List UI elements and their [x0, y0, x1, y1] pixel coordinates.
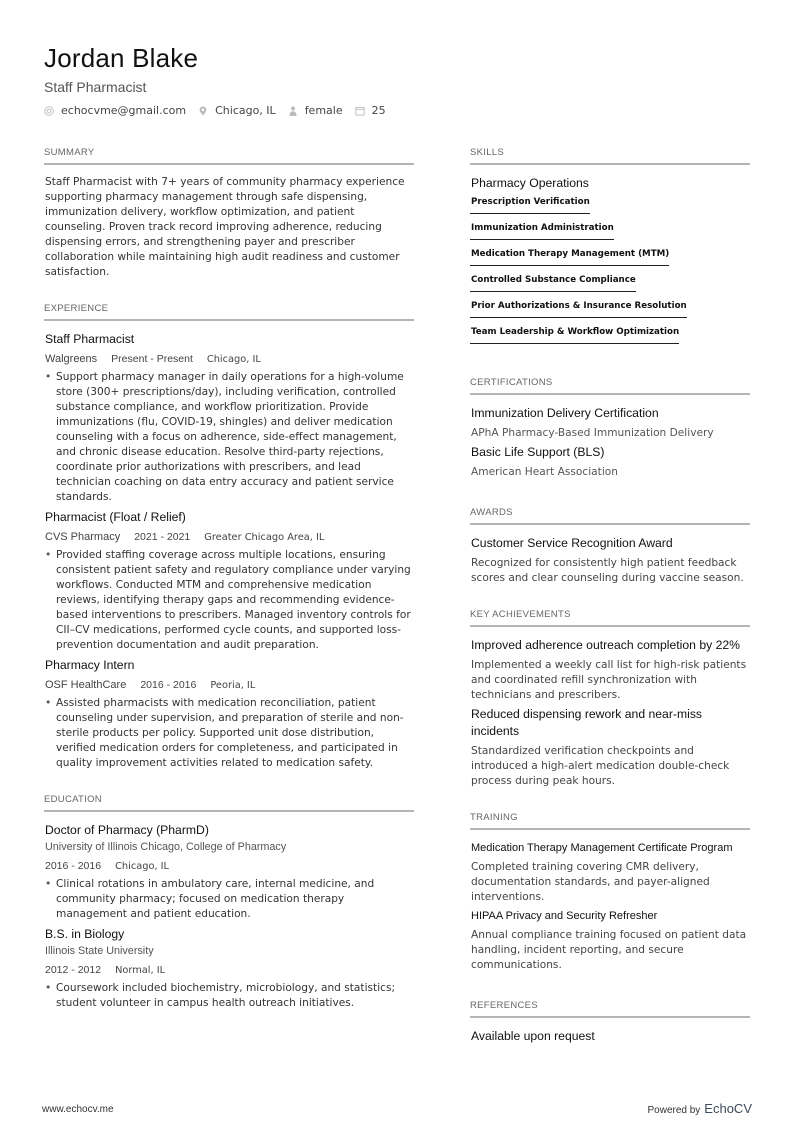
candidate-title: Staff Pharmacist: [44, 79, 147, 95]
left-column: [44, 146, 414, 1033]
education-dates: 2016 - 2016: [45, 860, 102, 872]
contact-gender-text: female: [304, 104, 343, 117]
summary-text: Staff Pharmacist with 7+ years of community pharmacy experience supporting pharmacy management through safe dispensing, immunization delivery, workflow optimization, and patient counseling. Proven track record improving adherence, reducing dispensing errors, and strengthening payer and prescriber collaboration while maintaining high audit readiness and customer satisfaction.: [45, 176, 405, 278]
education-bullets: [44, 877, 414, 922]
achievements-section: [470, 608, 750, 789]
job-company: OSF HealthCare: [45, 679, 127, 691]
skill-chips: [470, 194, 750, 350]
education-heading: EDUCATION: [44, 793, 414, 812]
training-title: Medication Therapy Management Certificate Program: [471, 842, 733, 854]
job-dates: 2021 - 2021: [134, 531, 191, 543]
skills-heading: SKILLS: [470, 146, 750, 165]
contact-gender: [288, 104, 343, 117]
references-heading: REFERENCES: [470, 999, 750, 1018]
certifications-section: [470, 376, 750, 480]
certification-title: Immunization Delivery Certification: [471, 406, 659, 420]
awards-section: [470, 506, 750, 586]
education-entry: [44, 822, 414, 922]
job-title: Pharmacist (Float / Relief): [45, 510, 186, 524]
certification-title: Basic Life Support (BLS): [471, 445, 605, 459]
certification-issuer: American Heart Association: [471, 466, 618, 478]
job-company: CVS Pharmacy: [45, 531, 121, 543]
references-text: Available upon request: [471, 1029, 595, 1043]
job-entry: [44, 509, 414, 653]
location-pin-icon: [198, 106, 208, 116]
training-title: HIPAA Privacy and Security Refresher: [471, 910, 658, 922]
job-bullets: [44, 548, 414, 653]
achievements-heading: KEY ACHIEVEMENTS: [470, 608, 750, 627]
summary-section: [44, 146, 414, 280]
education-location: Chicago, IL: [115, 861, 170, 872]
job-meta: [44, 350, 414, 367]
contact-location: [198, 104, 276, 117]
contact-row: [44, 104, 398, 117]
contact-location-text: Chicago, IL: [215, 104, 276, 117]
job-entry: [44, 331, 414, 505]
right-column: [470, 146, 750, 1067]
education-bullet: • Clinical rotations in ambulatory care, internal medicine, and community pharmacy; focused on medication therapy management and patient education.: [44, 877, 414, 922]
contact-email[interactable]: [44, 104, 186, 117]
experience-section: [44, 302, 414, 771]
skill-chip: Prior Authorizations & Insurance Resolution: [470, 298, 687, 318]
institution: University of Illinois Chicago, College of Pharmacy: [45, 841, 287, 853]
achievement-title: Reduced dispensing rework and near-miss incidents: [471, 707, 703, 738]
education-bullet: • Coursework included biochemistry, microbiology, and statistics; student volunteer in campus health outreach initiatives.: [44, 981, 414, 1011]
skill-group-title: Pharmacy Operations: [471, 176, 589, 190]
education-meta: [44, 857, 414, 874]
job-location: Greater Chicago Area, IL: [204, 532, 325, 543]
experience-heading: EXPERIENCE: [44, 302, 414, 321]
awards-heading: AWARDS: [470, 506, 750, 525]
candidate-name: Jordan Blake: [44, 43, 199, 73]
job-bullet: • Provided staffing coverage across multiple locations, ensuring consistent patient safety and regulatory compliance under varying workflows. Conducted MTM and comprehensive medication reviews, identifying therapy gaps and recommending evidence-based interventions to prescribers. Managed inventory controls for CII–CV medications, performed cycle counts, and supported loss-prevention documentation and audit preparation.: [44, 548, 414, 653]
achievement-description: Standardized verification checkpoints and introduced a high-alert medication double-check process during peak hours.: [471, 745, 730, 787]
footer-powered-by[interactable]: [647, 1101, 752, 1116]
skill-chip: Prescription Verification: [470, 194, 590, 214]
education-bullets: [44, 981, 414, 1011]
education-meta: [44, 961, 414, 978]
contact-age-text: 25: [371, 104, 386, 117]
job-meta: [44, 528, 414, 545]
job-entry: [44, 657, 414, 771]
job-dates: Present - Present: [111, 353, 193, 365]
certification-issuer: APhA Pharmacy-Based Immunization Delivery: [471, 427, 714, 439]
skill-chip: Team Leadership & Workflow Optimization: [470, 324, 679, 344]
award-title: Customer Service Recognition Award: [471, 536, 673, 550]
powered-by-label: Powered by: [647, 1105, 701, 1116]
job-bullet: • Support pharmacy manager in daily operations for a high-volume store (300+ prescriptions/day), including verification, controlled substance compliance, and workflow prioritization. Provide immunizations (flu, COVID-19, shingles) and deliver medication counseling with a focus on adherence, side-effect management, and chronic disease education. Resolve third-party rejections, coordinate prior authorizations with prescribers, and lead technician coaching on data entry accuracy and patient service standards.: [44, 370, 414, 505]
award-description: Recognized for consistently high patient feedback scores and clear counseling during vaccine season.: [471, 557, 744, 584]
certifications-heading: CERTIFICATIONS: [470, 376, 750, 395]
training-description: Annual compliance training focused on patient data handling, incident reporting, and secure communications.: [471, 929, 747, 971]
job-bullets: [44, 370, 414, 505]
calendar-icon: [355, 106, 365, 116]
degree-title: B.S. in Biology: [45, 927, 125, 941]
education-entry: [44, 926, 414, 1011]
training-section: [470, 811, 750, 973]
degree-title: Doctor of Pharmacy (PharmD): [45, 823, 209, 837]
training-heading: TRAINING: [470, 811, 750, 830]
contact-email-text: echocvme@gmail.com: [61, 104, 187, 117]
institution: Illinois State University: [45, 945, 154, 957]
training-description: Completed training covering CMR delivery, documentation standards, and payer-aligned interventions.: [471, 861, 710, 903]
achievement-description: Implemented a weekly call list for high-risk patients and coordinated refill synchronization with technicians and prescribers.: [471, 659, 747, 701]
skill-chip: Controlled Substance Compliance: [470, 272, 636, 292]
job-location: Chicago, IL: [206, 354, 261, 365]
education-section: [44, 793, 414, 1011]
education-dates: 2012 - 2012: [45, 964, 102, 976]
job-bullets: [44, 696, 414, 771]
job-title: Pharmacy Intern: [45, 658, 135, 672]
resume-header: [44, 42, 398, 117]
brand-logo-text: EchoCV: [704, 1101, 752, 1116]
contact-age: [355, 104, 386, 117]
education-location: Normal, IL: [115, 965, 166, 976]
job-meta: [44, 676, 414, 693]
skill-chip: Immunization Administration: [470, 220, 614, 240]
job-title: Staff Pharmacist: [45, 332, 135, 346]
job-location: Peoria, IL: [210, 680, 256, 691]
achievement-title: Improved adherence outreach completion by 22%: [471, 638, 740, 652]
footer-website-link[interactable]: www.echocv.me: [42, 1104, 114, 1115]
summary-heading: SUMMARY: [44, 146, 414, 165]
skill-chip: Medication Therapy Management (MTM): [470, 246, 669, 266]
job-dates: 2016 - 2016: [140, 679, 197, 691]
job-bullet: • Assisted pharmacists with medication reconciliation, patient counseling under supervision, and preparation of sterile and non-sterile products per policy. Supported unit dose distribution, verified medication orders for completeness, and participated in quality improvement activities related to medication safety.: [44, 696, 414, 771]
job-company: Walgreens: [45, 353, 98, 365]
skills-section: [470, 146, 750, 350]
email-icon: [44, 106, 54, 116]
references-section: [470, 999, 750, 1045]
person-icon: [288, 106, 298, 116]
